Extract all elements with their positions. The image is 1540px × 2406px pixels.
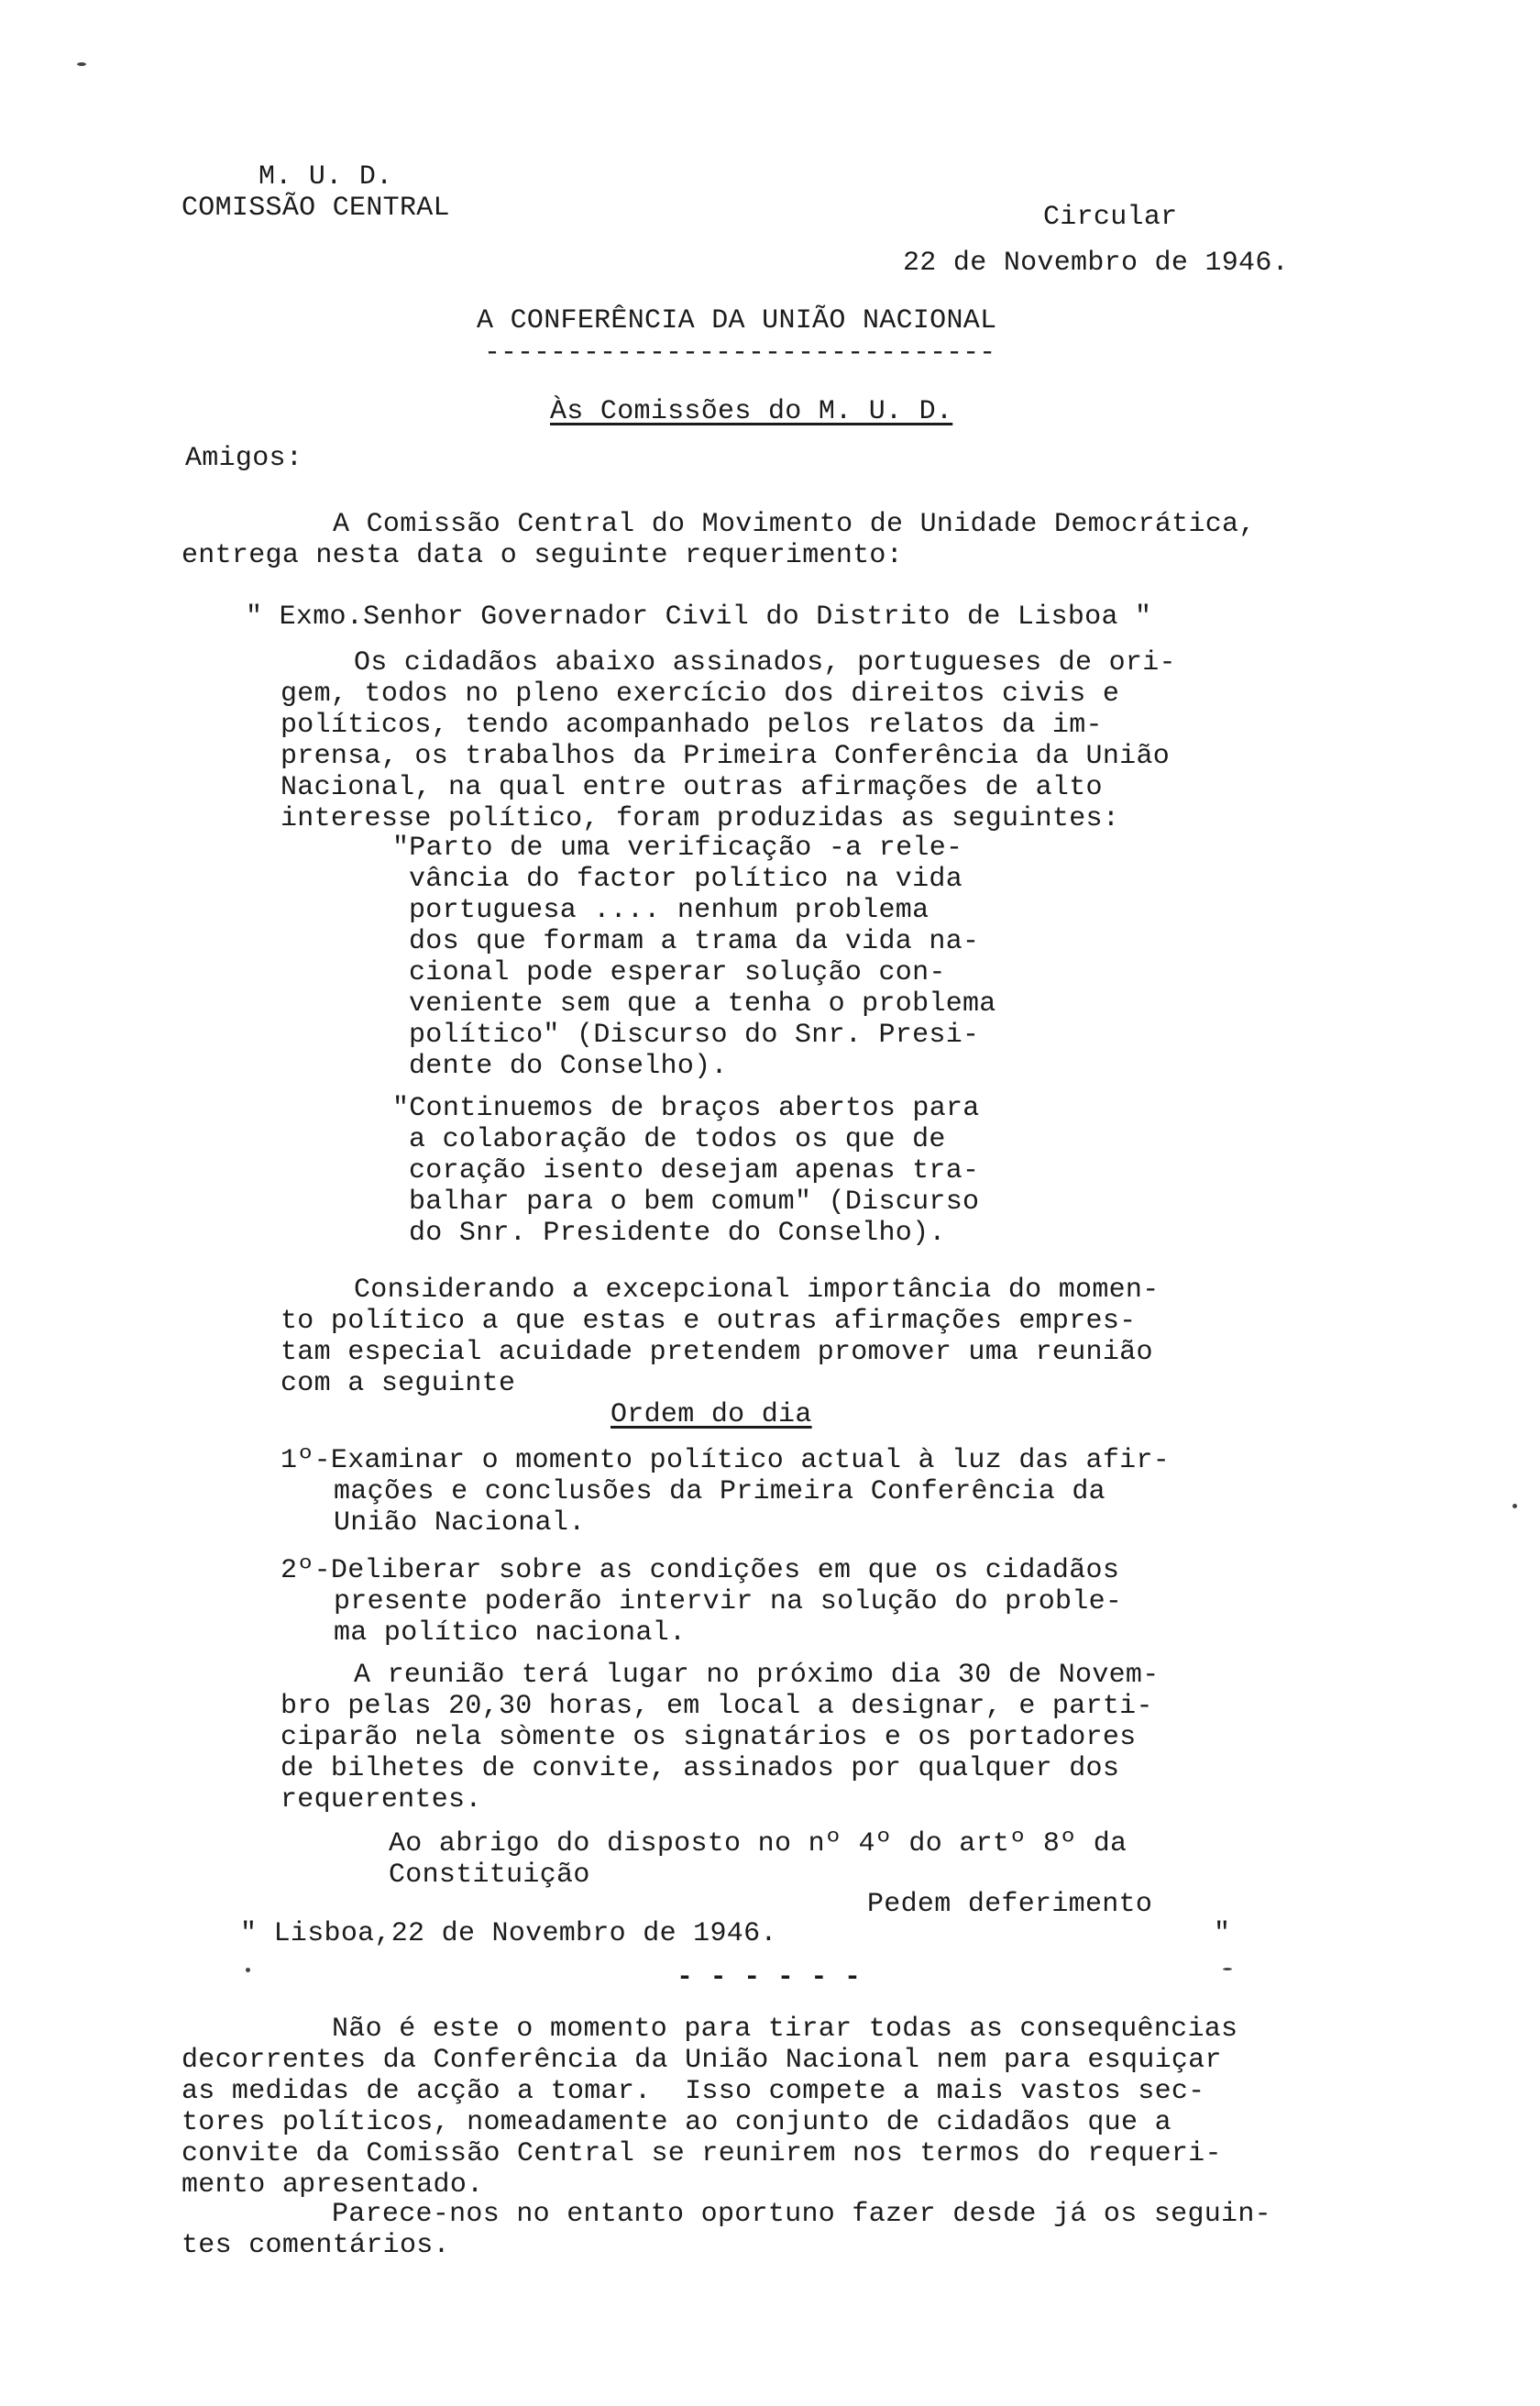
document-date: 22 de Novembro de 1946. [903,248,1289,279]
text-line: União Nacional. [334,1507,586,1539]
text-line: político" (Discurso do Snr. Presi- [409,1020,980,1051]
text-line: dos que formam a trama da vida na- [409,926,980,957]
text-line: interesse político, foram produzidas as seguintes: [280,803,1120,834]
text-line: portuguesa .... nenhum problema [409,895,930,926]
text-line: tam especial acuidade pretendem promover uma reunião [280,1337,1153,1368]
scan-speck [1512,1504,1517,1508]
text-line: gem, todos no pleno exercício dos direitos civis e [280,679,1120,710]
text-line: tores políticos, nomeadamente ao conjunto de cidadãos que a [182,2107,1172,2138]
text-line: do Snr. Presidente do Conselho). [409,1218,946,1249]
text-line: requerentes. [280,1784,482,1816]
text-line: Parece-nos no entanto oportuno fazer desde já os seguin- [332,2199,1271,2230]
text-line: tes comentários. [182,2230,450,2261]
text-line: a colaboração de todos os que de [409,1124,946,1155]
org-acronym: M. U. D. [258,161,393,193]
place-and-date: " Lisboa,22 de Novembro de 1946. [240,1918,777,1949]
title-rule: ------------------------------- [484,337,996,369]
intro-paragraph [182,509,1256,571]
text-line: A reunião terá lugar no próximo dia 30 de Novem- [354,1660,1160,1691]
text-line: mento apresentado. [182,2169,484,2201]
text-line: 2º-Deliberar sobre as condições em que os cidadãos [280,1555,1120,1586]
text-line: coração isento desejam apenas tra- [409,1155,980,1186]
text-line: balhar para o bem comum" (Discurso [409,1186,980,1218]
document-title: A CONFERÊNCIA DA UNIÃO NACIONAL [477,305,997,337]
closing-quote-mark: " [1214,1918,1231,1949]
text-line: decorrentes da Conferência da União Nacional nem para esquiçar [182,2045,1222,2076]
quote-1 [392,833,996,1082]
text-line: Os cidadãos abaixo assinados, portugueses de ori- [354,647,1176,679]
petition-paragraph-2 [280,1275,1160,1399]
agenda-item-2 [280,1555,1122,1649]
text-line: vância do factor político na vida [409,864,962,895]
text-line: to político a que estas e outras afirmações empres- [280,1306,1137,1337]
scan-speck [1223,1968,1232,1970]
text-line: ciparão nela sòmente os signatários e os portadores [280,1722,1137,1753]
closing-formula: Pedem deferimento [867,1889,1153,1920]
text-line: as medidas de acção a tomar. Isso compete a mais vastos sec- [182,2076,1205,2107]
scan-speck [246,1968,250,1972]
text-line: 1º-Examinar o momento político actual à luz das afir- [280,1445,1171,1476]
text-line: políticos, tendo acompanhado pelos relatos da im- [280,710,1103,741]
legal-basis [389,1828,1127,1891]
text-line: "Parto de uma verificação -a rele- [392,833,963,864]
org-committee: COMISSÃO CENTRAL [182,193,450,224]
text-line: dente do Conselho). [409,1051,728,1082]
scan-speck [77,62,86,66]
agenda-title: Ordem do dia [610,1399,812,1430]
text-line: Não é este o momento para tirar todas as consequências [332,2014,1238,2045]
text-line: convite da Comissão Central se reunirem nos termos do requeri- [182,2138,1222,2169]
meeting-paragraph [280,1660,1160,1816]
comment-paragraph-1 [182,2014,1238,2201]
text-line: com a seguinte [280,1368,516,1399]
text-line: Constituição [389,1860,590,1891]
text-line: veniente sem que a tenha o problema [409,988,996,1020]
text-line: "Continuemos de braços abertos para [392,1093,980,1124]
text-line: de bilhetes de convite, assinados por qualquer dos [280,1753,1120,1784]
document-type: Circular [1043,202,1178,233]
text-line: Nacional, na qual entre outras afirmações de alto [280,772,1103,803]
text-line: Considerando a excepcional importância do momen- [354,1275,1160,1306]
salutation: Amigos: [185,443,303,474]
quote-2 [392,1093,980,1249]
text-line: bro pelas 20,30 horas, em local a designar, e parti- [280,1691,1153,1722]
petition-paragraph-1 [280,647,1176,834]
text-line: mações e conclusões da Primeira Conferência da [334,1476,1106,1507]
text-line: ma político nacional. [334,1617,687,1649]
petition-heading: " Exmo.Senhor Governador Civil do Distrito de Lisboa " [246,602,1152,633]
text-line: entrega nesta data o seguinte requerimento: [182,540,904,571]
text-line: cional pode esperar solução con- [409,957,946,988]
text-line: prensa, os trabalhos da Primeira Conferência da União [280,741,1171,772]
agenda-item-1 [280,1445,1170,1539]
text-line: A Comissão Central do Movimento de Unidade Democrática, [333,509,1256,540]
text-line: presente poderão intervir na solução do proble- [334,1586,1123,1617]
text-line: Ao abrigo do disposto no nº 4º do artº 8º da [389,1828,1128,1860]
comment-paragraph-2 [182,2199,1271,2261]
section-separator: - - - - - - [676,1962,862,1993]
addressee: Às Comissões do M. U. D. [550,396,953,427]
